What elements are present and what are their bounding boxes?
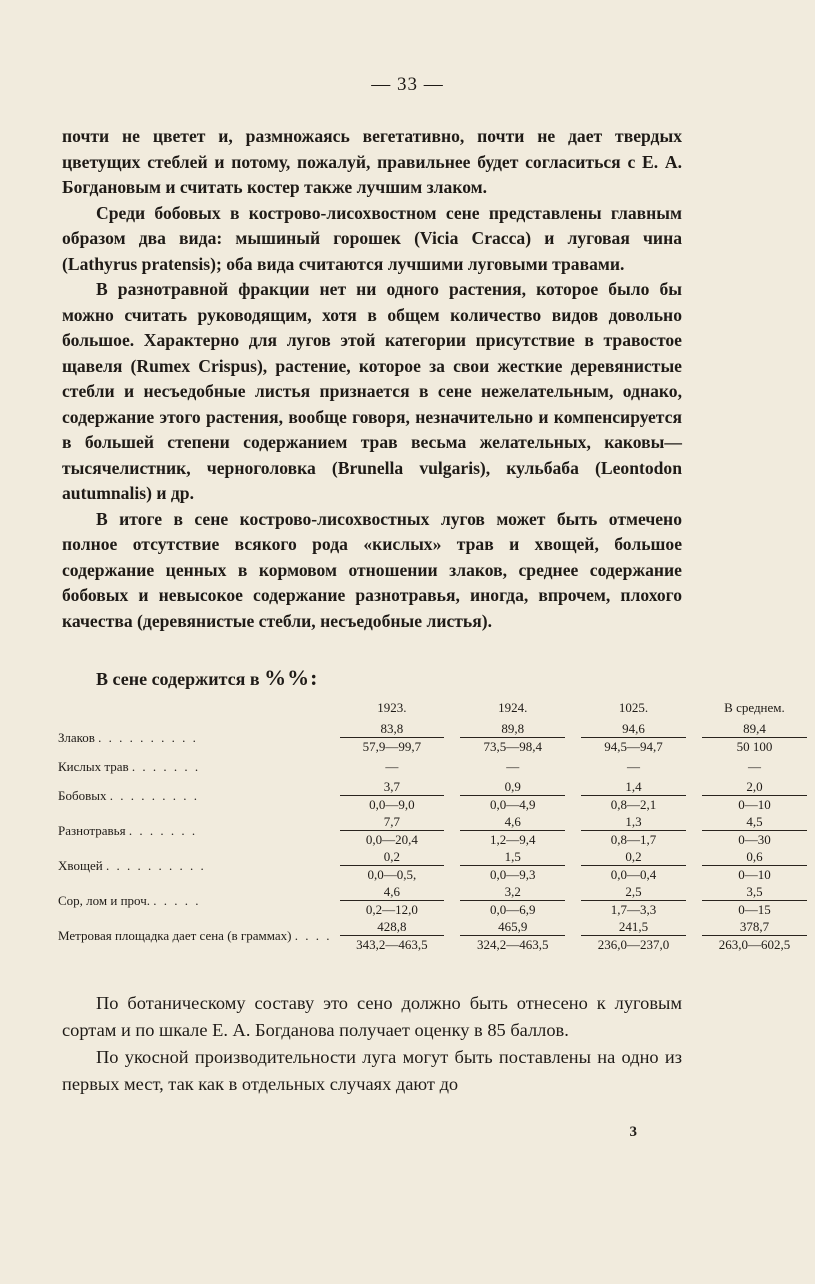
cell-mean: 1,4 — [625, 779, 642, 794]
cell-mean: 7,7 — [383, 814, 401, 829]
cell-range: 0,8—2,1 — [581, 795, 686, 813]
header-year: 1025. — [618, 700, 649, 715]
cell-range: 0,0—20,4 — [340, 830, 445, 848]
cell-mean: 4,5 — [746, 814, 763, 829]
paragraph: По укосной производительности луга могут быть поставлены на одно из первых мест, так как в отдельных случаях дают до — [62, 1047, 682, 1094]
row-label-text: Хвощей — [58, 857, 103, 873]
cell-range: 0,0—0,5, — [340, 865, 445, 883]
row-leader-dots: . . . . . . . . . . — [98, 729, 198, 745]
table-cell — [332, 883, 453, 918]
cell-range: 0,0—4,9 — [460, 795, 565, 813]
cell-mean: 3,7 — [383, 779, 401, 794]
row-label-text: Бобовых — [58, 787, 107, 803]
cell-mean: 1,5 — [504, 849, 521, 864]
cell-mean: 83,8 — [380, 721, 404, 736]
cell-range: 0—10 — [702, 795, 807, 813]
cell-mean: — — [747, 759, 761, 774]
table-row — [58, 813, 815, 848]
row-leader-dots: . . . . . . . — [131, 758, 201, 774]
row-label-text: Метровая площадка дает сена (в граммах) — [58, 927, 292, 943]
cell-mean: 94,6 — [622, 721, 645, 736]
row-label — [58, 918, 332, 953]
row-leader-dots: . . . . . . . — [128, 822, 198, 838]
paragraph: В разнотравной фракции нет ни одного растения, которое было бы можно считать руководящим, хотя в общем количество видов довольно большое. Характерно для лугов этой категории присутствие в травостое щавеля (Rumex Crispus), растение, которое за свои жесткие деревянистые стебли и несъедобные листья признается в сене нежелательным, однако, содержание этого растения, вообще говоря, незначительно и компенсируется в большей степени содержанием трав весьма желательных, каковы—тысячелистник, черноголовка (Brunella vulgaris), кульбаба (Leontodon autumnalis) и др. — [62, 279, 682, 503]
cell-range: 0,0—0,4 — [581, 865, 686, 883]
table-row — [58, 720, 815, 755]
table-cell — [452, 848, 573, 883]
row-leader-dots: . . . . — [294, 927, 332, 943]
table-cell — [452, 918, 573, 953]
table-cell — [573, 883, 694, 918]
header-empty — [58, 696, 332, 720]
cell-mean: 89,4 — [743, 721, 766, 736]
cell-mean: 1,3 — [625, 814, 642, 829]
table-cell — [573, 813, 694, 848]
cell-mean: 0,2 — [625, 849, 642, 864]
cell-mean: 3,5 — [746, 884, 763, 899]
cell-range: 0,0—9,3 — [460, 865, 565, 883]
cell-mean: — — [627, 759, 641, 774]
header-year: 1923. — [377, 700, 407, 715]
cell-mean: — — [506, 759, 520, 774]
table-cell — [452, 883, 573, 918]
paragraph: почти не цветет и, размножаясь вегетативно, почти не дает твердых цветущих стеблей и потому, пожалуй, правильнее будет согласиться с Е. А. Богдановым и считать костер также лучшим злаком. — [62, 126, 682, 197]
row-label-text: Сор, лом и проч. — [58, 892, 151, 908]
body-text-top — [62, 124, 682, 634]
cell-range: 50 100 — [702, 737, 807, 755]
table-cell — [694, 813, 815, 848]
table-cell — [332, 918, 453, 953]
cell-mean: 428,8 — [377, 919, 407, 934]
cell-mean: — — [385, 759, 399, 774]
cell-range: 0,0—9,0 — [340, 795, 445, 813]
cell-mean: 378,7 — [739, 919, 770, 934]
table-cell — [332, 813, 453, 848]
table-cell — [332, 778, 453, 813]
cell-range: 73,5—98,4 — [460, 737, 565, 755]
paragraph: В итоге в сене кострово-лисохвостных лугов может быть отмечено полное отсутствие всякого рода «кислых» трав и хвощей, большое содержание ценных в кормовом отношении злаков, среднее содержание бобовых и невысокое содержание разнотравья, иногда, впрочем, плохого качества (деревянистые стебли, несъедобные листья). — [62, 508, 682, 631]
table-cell — [452, 813, 573, 848]
cell-mean: 0,9 — [504, 779, 521, 794]
row-label — [58, 883, 332, 918]
cell-range: 343,2—463,5 — [340, 935, 445, 953]
header-year: 1924. — [498, 700, 528, 715]
composition-table — [58, 696, 815, 953]
row-label — [58, 778, 332, 813]
table-cell — [694, 755, 815, 778]
table-caption-percent: %%: — [264, 665, 319, 690]
table-cell — [694, 720, 815, 755]
row-label — [58, 813, 332, 848]
cell-range: 0,0—6,9 — [460, 900, 565, 918]
table-caption — [96, 665, 318, 691]
cell-range: 0,8—1,7 — [581, 830, 686, 848]
paragraph: По ботаническому составу это сено должно быть отнесено к луговым сортам и по шкале Е. А. Богданова получает оценку в 85 баллов. — [62, 993, 682, 1040]
cell-mean: 89,8 — [501, 721, 525, 736]
paragraph: Среди бобовых в кострово-лисохвостном сене представлены главным образом два вида: мышиный горошек (Vicia Cracca) и луговая чина (Lathyrus pratensis); оба вида считаются лучшими луговыми травами. — [62, 202, 682, 274]
table-cell — [452, 755, 573, 778]
cell-range: 263,0—602,5 — [702, 935, 807, 953]
row-leader-dots: . . . . . . . . . — [109, 787, 199, 803]
body-text-bottom — [62, 990, 682, 1098]
table-cell — [332, 755, 453, 778]
table-cell — [573, 720, 694, 755]
table-cell — [694, 918, 815, 953]
cell-range: 0,2—12,0 — [340, 900, 445, 918]
cell-mean: 0,2 — [383, 849, 401, 864]
cell-mean: 0,6 — [746, 849, 763, 864]
cell-range: 94,5—94,7 — [581, 737, 686, 755]
cell-mean: 2,0 — [746, 779, 763, 794]
table-row — [58, 778, 815, 813]
cell-range: 236,0—237,0 — [581, 935, 686, 953]
cell-range: 0—15 — [702, 900, 807, 918]
page-number: — 33 — — [371, 74, 444, 95]
table-cell — [452, 720, 573, 755]
table-cell — [573, 778, 694, 813]
cell-mean: 2,5 — [625, 884, 642, 899]
row-label-text: Злаков — [58, 729, 95, 745]
cell-mean: 4,6 — [383, 884, 401, 899]
header-average: В среднем. — [724, 700, 785, 715]
cell-range: 57,9—99,7 — [340, 737, 445, 755]
table-cell — [452, 778, 573, 813]
table-cell — [332, 720, 453, 755]
row-label-text: Кислых трав — [58, 758, 129, 774]
cell-range: 0—10 — [702, 865, 807, 883]
cell-range: 1,7—3,3 — [581, 900, 686, 918]
cell-range: 0—30 — [702, 830, 807, 848]
cell-mean: 241,5 — [618, 919, 649, 934]
row-label — [58, 720, 332, 755]
table-cell — [694, 883, 815, 918]
cell-range: 1,2—9,4 — [460, 830, 565, 848]
row-leader-dots: . . . . . — [153, 892, 201, 908]
table-cell — [573, 755, 694, 778]
table-cell — [332, 848, 453, 883]
row-label-text: Разнотравья — [58, 822, 126, 838]
cell-mean: 465,9 — [498, 919, 528, 934]
cell-mean: 4,6 — [504, 814, 521, 829]
table-row — [58, 883, 815, 918]
row-leader-dots: . . . . . . . . . . — [105, 857, 206, 873]
cell-range: 324,2—463,5 — [460, 935, 565, 953]
row-label — [58, 755, 332, 778]
table-row — [58, 755, 815, 778]
table-cell — [573, 848, 694, 883]
table-cell — [694, 778, 815, 813]
table-row — [58, 918, 815, 953]
table-header-row — [58, 696, 815, 720]
table-cell — [694, 848, 815, 883]
row-label — [58, 848, 332, 883]
table-caption-text: В сене содержится в — [96, 669, 260, 689]
signature-mark: 3 — [629, 1124, 637, 1140]
table-row — [58, 848, 815, 883]
cell-mean: 3,2 — [504, 884, 521, 899]
table-cell — [573, 918, 694, 953]
